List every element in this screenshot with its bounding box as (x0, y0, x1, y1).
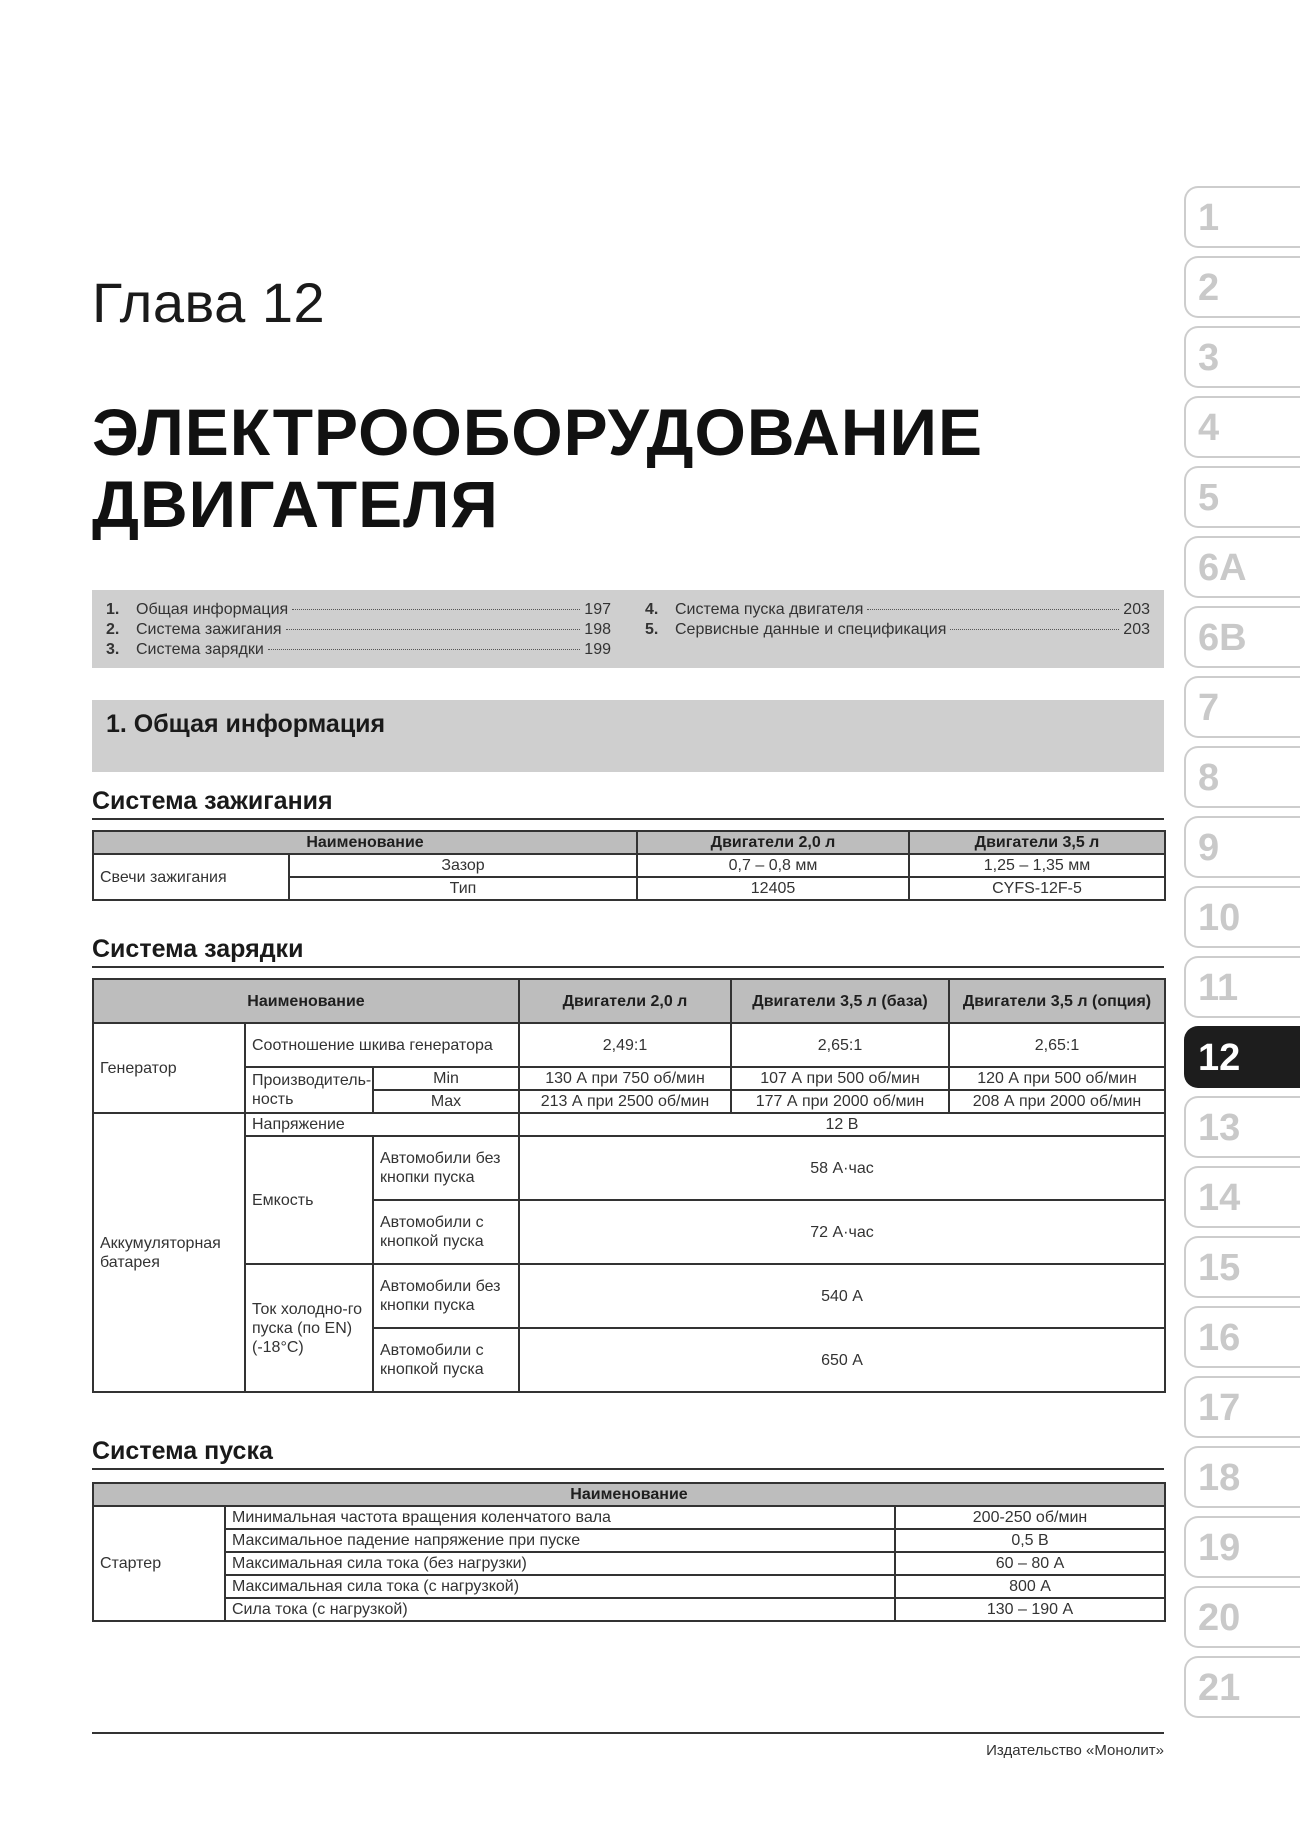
sub-param-cell: Min (373, 1067, 519, 1090)
chapter-tab-active[interactable]: 12 (1184, 1026, 1300, 1088)
chapter-tab[interactable]: 1 (1184, 186, 1300, 248)
generator-label: Генератор (93, 1023, 245, 1113)
param-cell: Минимальная частота вращения коленчатого вала (225, 1506, 895, 1529)
chapter-tab[interactable]: 21 (1184, 1656, 1300, 1718)
chapter-tab[interactable]: 2 (1184, 256, 1300, 318)
sub-param-cell: Автомобили с кнопкой пуска (373, 1200, 519, 1264)
sub-param-cell: Автомобили без кнопки пуска (373, 1136, 519, 1200)
value-cell: 208 А при 2000 об/мин (949, 1090, 1165, 1113)
header-engine-35: Двигатели 3,5 л (909, 831, 1165, 854)
value-cell: 72 А·час (519, 1200, 1165, 1264)
value-cell: 60 – 80 А (895, 1552, 1165, 1575)
param-cell: Сила тока (с нагрузкой) (225, 1598, 895, 1621)
charging-table (92, 978, 1166, 1393)
header-name: Наименование (93, 831, 637, 854)
param-cell: Соотношение шкива генератора (245, 1023, 519, 1067)
value-cell: 200-250 об/мин (895, 1506, 1165, 1529)
charging-heading: Система зарядки (92, 934, 1164, 968)
footer-divider (92, 1732, 1164, 1734)
value-cell: 0,7 – 0,8 мм (637, 854, 909, 877)
publisher-footer: Издательство «Монолит» (986, 1742, 1164, 1759)
param-cell: Максимальное падение напряжение при пуске (225, 1529, 895, 1552)
item-label: Свечи зажигания (93, 854, 289, 900)
value-cell: 0,5 В (895, 1529, 1165, 1552)
chapter-tab[interactable]: 20 (1184, 1586, 1300, 1648)
starting-heading: Система пуска (92, 1436, 1164, 1470)
chapter-tab[interactable]: 14 (1184, 1166, 1300, 1228)
chapter-tab[interactable]: 17 (1184, 1376, 1300, 1438)
section-heading: 1. Общая информация (92, 700, 1164, 772)
chapter-tab[interactable]: 6A (1184, 536, 1300, 598)
value-cell: 2,65:1 (731, 1023, 949, 1067)
value-cell: 107 А при 500 об/мин (731, 1067, 949, 1090)
value-cell: 177 А при 2000 об/мин (731, 1090, 949, 1113)
chapter-tab[interactable]: 11 (1184, 956, 1300, 1018)
table-of-contents (92, 590, 1164, 668)
chapter-tab[interactable]: 13 (1184, 1096, 1300, 1158)
value-cell: 540 А (519, 1264, 1165, 1328)
header-name: Наименование (93, 1483, 1165, 1506)
value-cell: 130 А при 750 об/мин (519, 1067, 731, 1090)
toc-item[interactable]: 4. Система пуска двигателя 203 (645, 601, 1150, 618)
ignition-table (92, 830, 1166, 901)
chapter-tab[interactable]: 4 (1184, 396, 1300, 458)
param-cell: Зазор (289, 854, 637, 877)
starting-table (92, 1482, 1166, 1622)
header-engine-35-base: Двигатели 3,5 л (база) (731, 979, 949, 1023)
param-cell: Тип (289, 877, 637, 900)
chapter-label: Глава 12 (92, 271, 326, 334)
battery-label: Аккумуляторная батарея (93, 1113, 245, 1392)
param-cell: Максимальная сила тока (без нагрузки) (225, 1552, 895, 1575)
value-cell: 2,65:1 (949, 1023, 1165, 1067)
toc-column-left (106, 600, 611, 668)
chapter-title-line2: ДВИГАТЕЛЯ (92, 467, 499, 541)
chapter-title (92, 396, 1092, 540)
value-cell: 2,49:1 (519, 1023, 731, 1067)
header-engine-20: Двигатели 2,0 л (519, 979, 731, 1023)
value-cell: 12 В (519, 1113, 1165, 1136)
chapter-tab[interactable]: 3 (1184, 326, 1300, 388)
header-engine-20: Двигатели 2,0 л (637, 831, 909, 854)
chapter-tab[interactable]: 16 (1184, 1306, 1300, 1368)
value-cell: 120 А при 500 об/мин (949, 1067, 1165, 1090)
header-engine-35-option: Двигатели 3,5 л (опция) (949, 979, 1165, 1023)
param-cell: Производитель-ность (245, 1067, 373, 1113)
toc-item[interactable]: 3. Система зарядки 199 (106, 641, 611, 658)
sub-param-cell: Max (373, 1090, 519, 1113)
chapter-title-line1: ЭЛЕКТРООБОРУДОВАНИЕ (92, 395, 983, 469)
sub-param-cell: Автомобили с кнопкой пуска (373, 1328, 519, 1392)
sub-param-cell: Автомобили без кнопки пуска (373, 1264, 519, 1328)
value-cell: 58 А·час (519, 1136, 1165, 1200)
value-cell: 12405 (637, 877, 909, 900)
ignition-heading: Система зажигания (92, 786, 1164, 820)
param-cell: Ток холодно-го пуска (по EN) (-18°C) (245, 1264, 373, 1392)
value-cell: CYFS-12F-5 (909, 877, 1165, 900)
chapter-tab[interactable]: 15 (1184, 1236, 1300, 1298)
chapter-tab[interactable]: 10 (1184, 886, 1300, 948)
value-cell: 800 А (895, 1575, 1165, 1598)
value-cell: 213 А при 2500 об/мин (519, 1090, 731, 1113)
param-cell: Емкость (245, 1136, 373, 1264)
chapter-tab[interactable]: 19 (1184, 1516, 1300, 1578)
toc-item[interactable]: 5. Сервисные данные и спецификация 203 (645, 621, 1150, 638)
chapter-tab[interactable]: 18 (1184, 1446, 1300, 1508)
value-cell: 1,25 – 1,35 мм (909, 854, 1165, 877)
chapter-tab[interactable]: 6B (1184, 606, 1300, 668)
param-cell: Напряжение (245, 1113, 519, 1136)
chapter-tab[interactable]: 9 (1184, 816, 1300, 878)
toc-column-right (645, 600, 1150, 668)
param-cell: Максимальная сила тока (с нагрузкой) (225, 1575, 895, 1598)
starter-label: Стартер (93, 1506, 225, 1621)
header-name: Наименование (93, 979, 519, 1023)
toc-item[interactable]: 2. Система зажигания 198 (106, 621, 611, 638)
value-cell: 130 – 190 А (895, 1598, 1165, 1621)
toc-item[interactable]: 1. Общая информация 197 (106, 601, 611, 618)
chapter-tab[interactable]: 8 (1184, 746, 1300, 808)
chapter-tab[interactable]: 5 (1184, 466, 1300, 528)
value-cell: 650 А (519, 1328, 1165, 1392)
chapter-tab[interactable]: 7 (1184, 676, 1300, 738)
